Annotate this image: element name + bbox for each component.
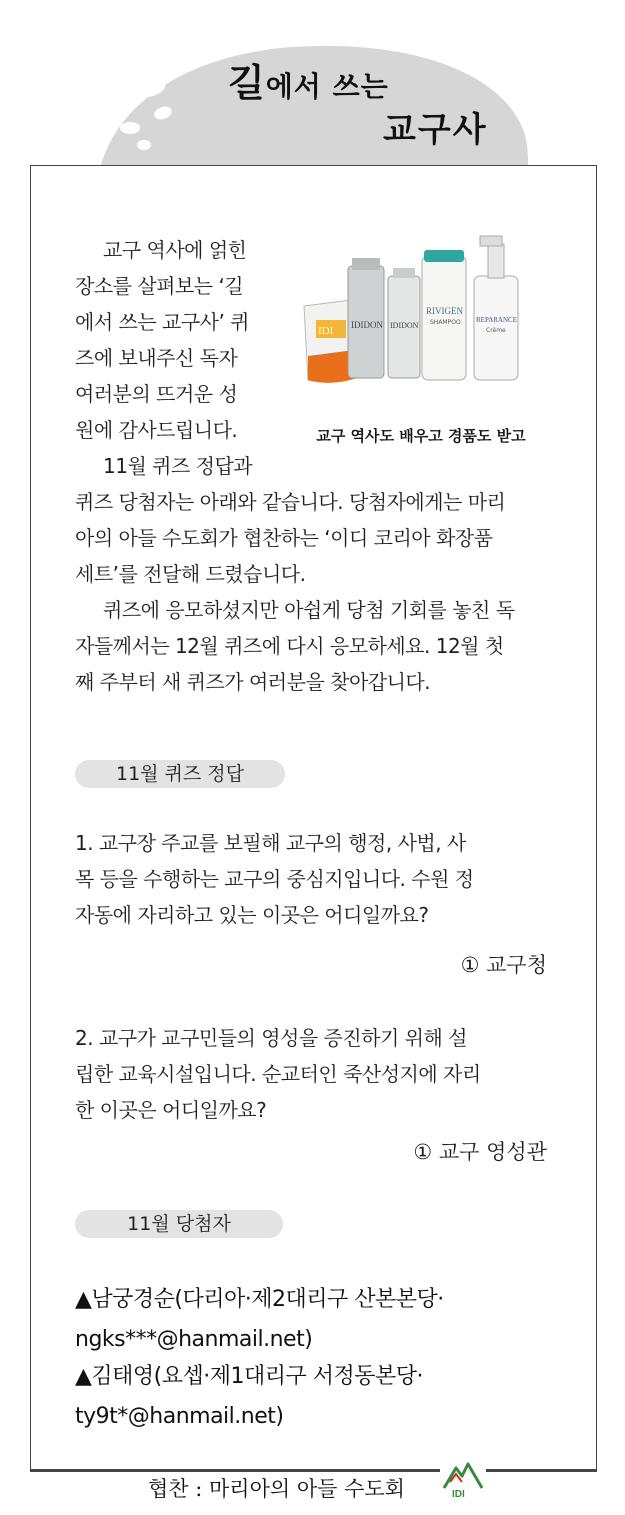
question-2: 2. 교구가 교구민들의 영성을 증진하기 위해 설 립한 교육시설입니다. 순교터인 죽산성지에 자리 한 이곳은 어디일까요? (75, 1026, 481, 1122)
photo-caption: 교구 역사도 배우고 경품도 받고 (316, 427, 526, 445)
shampoo-bottle (422, 250, 466, 380)
toner-bottle (348, 258, 384, 378)
answer-1: ① 교구청 (460, 953, 547, 977)
product-photo (296, 228, 546, 388)
winner-2: ▲김태영(요셉·제1대리구 서정동본당· ty9t*@hanmail.net) (75, 1364, 424, 1429)
page-title: 길에서 쓰는 (228, 61, 389, 105)
svg-text:Crème: Crème (486, 327, 506, 334)
svg-text:IDIDON: IDIDON (351, 320, 383, 330)
svg-text:SHAMPOO: SHAMPOO (430, 319, 461, 326)
winner-1: ▲남궁경순(다리아·제2대리구 산본본당· ngks***@hanmail.net) (75, 1287, 444, 1352)
footer-divider (30, 1470, 597, 1472)
svg-text:IDI: IDI (318, 325, 334, 337)
sponsor-credit: 협찬 : 마리아의 아들 수도회 (140, 1473, 413, 1503)
section-label-winners: 11월 당첨자 (75, 1210, 283, 1238)
question-1: 1. 교구장 주교를 보필해 교구의 행정, 사법, 사 목 등을 수행하는 교구의 중심지입니다. 수원 정 자동에 자리하고 있는 이곳은 어디일까요? (75, 831, 474, 927)
svg-text:RIVIGEN: RIVIGEN (426, 306, 463, 316)
svg-text:REPARANCE: REPARANCE (476, 316, 517, 324)
idi-logo-icon (440, 1458, 486, 1498)
section-label-answers: 11월 퀴즈 정답 (75, 760, 285, 788)
intro-paragraph: 교구 역사에 얽힌 장소를 살펴보는 ‘길 에서 쓰는 교구사’ 퀴 즈에 보내주신 독자 여러분의 뜨거운 성 원에 감사드립니다. 11월 퀴즈 정답과 퀴즈 당첨자는 아래와 같습니다. 당첨자에게는 마리 아의 아들 수도회가 협찬하는 ‘이디 코리아 화장품 세트’를 전달해 드렸습니다. 퀴즈에 응모하셨지만 아쉽게 당첨 기회를 놓친 독 자들께서는 12월 퀴즈에 다시 응모하세요. 12월 첫 째 주부터 새 퀴즈가 여러분을 찾아갑니다. (75, 238, 515, 694)
spray-bottle (474, 236, 518, 380)
svg-text:IDI: IDI (452, 1489, 465, 1498)
page-subtitle: 교구사 (383, 110, 488, 150)
answer-2: ① 교구 영성관 (413, 1140, 547, 1164)
lotion-bottle (388, 268, 420, 378)
svg-text:IDIDON: IDIDON (390, 321, 419, 330)
